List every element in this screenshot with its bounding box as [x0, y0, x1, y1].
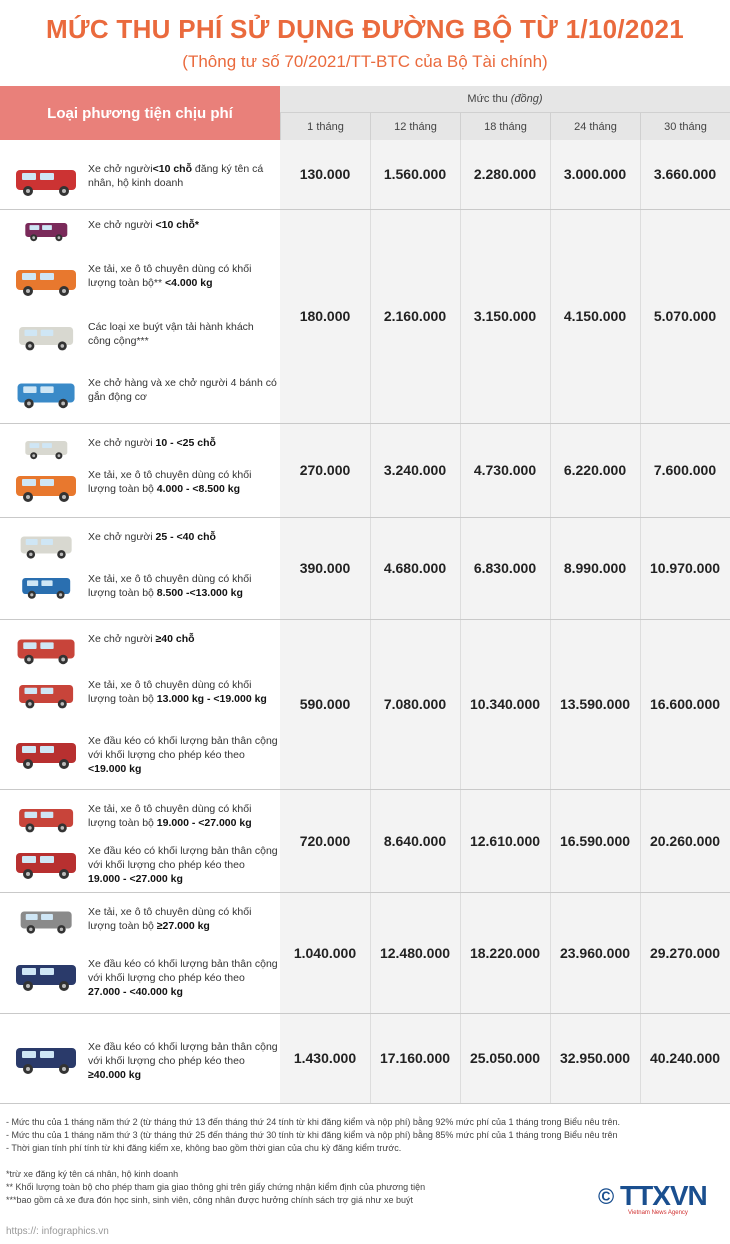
footnote-3: ***bao gồm cả xe đưa đón học sinh, sinh viên, công nhân được hưởng chính sách trợ giá như xe buýt — [6, 1195, 414, 1205]
price-cell: 180.000 — [299, 308, 351, 324]
price-cell: 3.000.000 — [563, 166, 627, 182]
vehicle-description: Xe tải, xe ô tô chuyên dùng có khối lượng toàn bộ 8.500 -<13.000 kg — [88, 573, 252, 599]
tractor-head-icon — [12, 732, 82, 779]
price-cell: 1.560.000 — [383, 166, 447, 182]
vehicle-description: Xe đầu kéo có khối lượng bản thân cộng với khối lượng cho phép kéo theo 27.000 - <40.000 kg — [88, 958, 278, 998]
price-cell: 16.590.000 — [559, 832, 631, 849]
note-2: - Mức thu của 1 tháng năm thứ 3 (từ tháng thứ 25 đến tháng thứ 30 tính từ khi đăng kiểm và nộp phí) bằng 85% mức phí của 1 tháng trong Biểu nêu trên — [6, 1130, 618, 1140]
price-cell: 13.590.000 — [559, 696, 631, 712]
ttxvn-logo — [598, 1180, 722, 1220]
vehicle-description: Xe đầu kéo có khối lượng bản thân cộng với khối lượng cho phép kéo theo <19.000 kg — [88, 735, 278, 775]
notes — [6, 1116, 726, 1155]
note-1: - Mức thu của 1 tháng năm thứ 2 (từ tháng thứ 13 đến tháng thứ 24 tính từ khi đăng kiểm và nộp phí) bằng 92% mức phí của 1 tháng trong Biểu nêu trên. — [6, 1117, 621, 1127]
price-cell: 130.000 — [299, 166, 351, 182]
price-cell: 18.220.000 — [469, 944, 541, 961]
price-cell: 590.000 — [299, 696, 351, 712]
price-cell: 16.600.000 — [649, 696, 721, 712]
vehicle-description: Xe chở người 10 - <25 chỗ — [88, 437, 216, 449]
blue-cargo-truck-icon — [12, 570, 82, 607]
vehicle-description: Xe tải, xe ô tô chuyên dùng có khối lượng toàn bộ ≥27.000 kg — [88, 906, 252, 932]
price-cell: 1.430.000 — [293, 1050, 357, 1066]
website-link[interactable]: https://: infographics.vn — [6, 1226, 109, 1237]
fee-label: Mức thu — [467, 93, 508, 105]
column-header-18: 18 tháng — [460, 112, 550, 140]
footnotes — [6, 1168, 586, 1207]
minibus-icon — [12, 434, 82, 467]
medium-truck-icon — [12, 466, 82, 511]
price-cell: 8.640.000 — [383, 832, 447, 849]
heavy-box-truck-icon — [12, 800, 82, 841]
vehicle-type-header: Loại phương tiện chịu phí — [0, 86, 280, 140]
price-cell: 6.220.000 — [563, 462, 627, 478]
price-cell: 32.950.000 — [559, 1050, 631, 1066]
row-divider — [0, 789, 730, 790]
vehicle-description: Xe tải, xe ô tô chuyên dùng có khối lượng toàn bộ 19.000 - <27.000 kg — [88, 803, 252, 829]
price-cell: 7.080.000 — [383, 696, 447, 712]
price-cell: 6.830.000 — [473, 560, 537, 576]
vehicle-description: Xe đầu kéo có khối lượng bản thân cộng với khối lượng cho phép kéo theo 19.000 - <27.000 kg — [88, 845, 278, 885]
vehicle-description: Các loại xe buýt vận tải hành khách công cộng*** — [88, 321, 254, 347]
row-divider — [0, 1013, 730, 1014]
long-truck-icon — [12, 903, 82, 942]
price-cell: 20.260.000 — [649, 832, 721, 849]
purple-sedan-icon — [12, 216, 82, 249]
column-header-1: 1 tháng — [280, 112, 370, 140]
city-bus-icon — [12, 318, 82, 359]
row-divider — [0, 1103, 730, 1104]
navy-tractor-head-icon — [12, 955, 82, 1000]
page-subtitle: (Thông tư số 70/2021/TT-BTC của Bộ Tài chính) — [182, 52, 548, 71]
price-cell: 1.040.000 — [293, 944, 357, 961]
price-cell: 29.270.000 — [649, 944, 721, 961]
price-cell: 3.240.000 — [383, 462, 447, 478]
price-cell: 4.730.000 — [473, 462, 537, 478]
logo-name: TTXVN — [620, 1180, 707, 1211]
row-divider — [0, 423, 730, 424]
price-cell: 10.970.000 — [649, 560, 721, 576]
price-cell: 17.160.000 — [379, 1050, 451, 1066]
price-cell: 4.680.000 — [383, 560, 447, 576]
row-divider — [0, 517, 730, 518]
vehicle-description: Xe tải, xe ô tô chuyên dùng có khối lượng toàn bộ 4.000 - <8.500 kg — [88, 469, 252, 495]
row-divider — [0, 892, 730, 893]
price-cell: 720.000 — [299, 832, 351, 849]
three-wheeler-icon — [12, 374, 82, 417]
red-suv-icon — [12, 160, 82, 205]
copyright-icon: © — [598, 1184, 615, 1209]
red-tractor-head-icon — [12, 842, 82, 889]
price-cell: 10.340.000 — [469, 696, 541, 712]
page-title: MỨC THU PHÍ SỬ DỤNG ĐƯỜNG BỘ TỪ 1/10/2021 — [46, 14, 684, 44]
row-divider — [0, 619, 730, 620]
price-cell: 25.050.000 — [469, 1050, 541, 1066]
small-truck-icon — [12, 260, 82, 305]
box-truck-icon — [12, 676, 82, 717]
price-cell: 390.000 — [299, 560, 351, 576]
price-cell: 270.000 — [299, 462, 351, 478]
column-header-12: 12 tháng — [370, 112, 460, 140]
price-cell: 7.600.000 — [653, 462, 717, 478]
vehicle-description: Xe chở hàng và xe chở người 4 bánh có gắn động cơ — [88, 377, 277, 403]
big-tractor-head-icon — [12, 1038, 82, 1083]
fee-unit: (đồng) — [510, 93, 543, 105]
logo-subtitle: Vietnam News Agency — [628, 1210, 688, 1216]
vehicle-description: Xe tải, xe ô tô chuyên dùng có khối lượng toàn bộ** <4.000 kg — [88, 263, 252, 289]
price-cell: 2.160.000 — [383, 308, 447, 324]
large-bus-icon — [12, 630, 82, 673]
fee-header — [280, 86, 730, 112]
price-cell: 12.610.000 — [469, 832, 541, 849]
price-cell: 23.960.000 — [559, 944, 631, 961]
price-cell: 5.070.000 — [653, 308, 717, 324]
footnote-1: *trừ xe đăng ký tên cá nhân, hộ kinh doanh — [6, 1169, 179, 1179]
vehicle-description: Xe chở người 25 - <40 chỗ — [88, 531, 216, 543]
vehicle-description: Xe chở người ≥40 chỗ — [88, 633, 195, 645]
vehicle-description: Xe đầu kéo có khối lượng bản thân cộng với khối lượng cho phép kéo theo ≥40.000 kg — [88, 1041, 278, 1081]
price-cell: 40.240.000 — [649, 1050, 721, 1066]
price-cell: 3.660.000 — [653, 166, 717, 182]
note-3: - Thời gian tính phí tính từ khi đăng kiểm xe, không bao gồm thời gian của chu kỳ đăng kiểm trước. — [6, 1143, 402, 1153]
coach-icon — [12, 528, 82, 567]
price-cell: 2.280.000 — [473, 166, 537, 182]
row-divider — [0, 209, 730, 210]
vehicle-description: Xe tải, xe ô tô chuyên dùng có khối lượng toàn bộ 13.000 kg - <19.000 kg — [88, 679, 267, 705]
column-header-24: 24 tháng — [550, 112, 640, 140]
vehicle-description: Xe chở người <10 chỗ* — [88, 219, 199, 231]
footnote-2: ** Khối lượng toàn bộ cho phép tham gia giao thông ghi trên giấy chứng nhận kiểm định của phương tiện — [6, 1182, 426, 1192]
price-cell: 4.150.000 — [563, 308, 627, 324]
price-cell: 8.990.000 — [563, 560, 627, 576]
column-header-30: 30 tháng — [640, 112, 730, 140]
price-cell: 12.480.000 — [379, 944, 451, 961]
price-cell: 3.150.000 — [473, 308, 537, 324]
vehicle-description: Xe chở người<10 chỗ đăng ký tên cá nhân, hộ kinh doanh — [88, 163, 264, 189]
